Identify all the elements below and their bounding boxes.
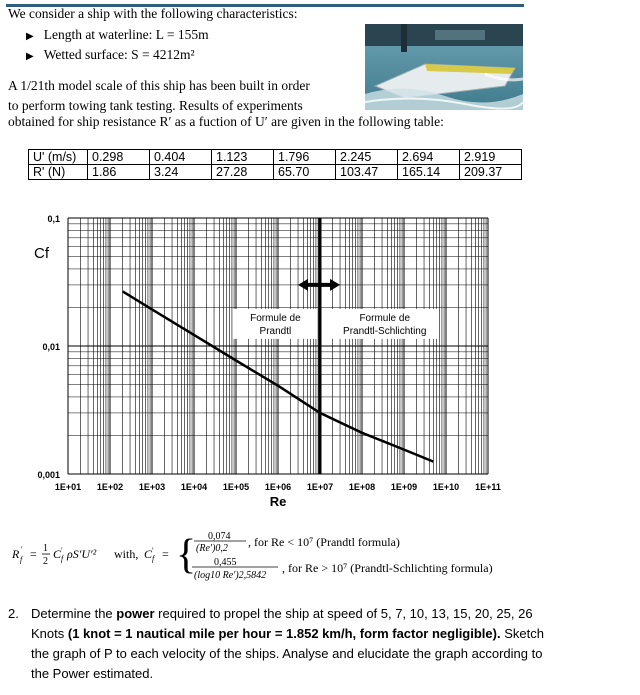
x-tick-label: 1E+08 xyxy=(348,482,376,492)
annotation-label: Prandtl-Schlichting xyxy=(343,325,427,337)
row-label: R' (N) xyxy=(29,165,88,180)
x-tick-label: 1E+11 xyxy=(475,482,501,492)
table-cell: 2.694 xyxy=(398,150,460,165)
table-cell: 1.796 xyxy=(274,150,336,165)
ship-model-photo xyxy=(365,24,523,110)
question-text: Determine the power required to propel the ship at speed of 5, 7, 10, 13, 15, 20, 25, 26 Knots (1 knot = 1 nautical mile per hour = 1.852 km/h, form factor negligible). Sketch the graph of P to each velocity of the ships. Analyse and elucidate the graph according to the Power estimated. xyxy=(31,606,544,681)
bullet-length: ▶ Length at waterline: L = 155m xyxy=(26,27,209,42)
table-row xyxy=(29,150,522,165)
intro-lead: We consider a ship with the following characteristics: xyxy=(8,6,298,21)
x-tick-label: 1E+06 xyxy=(264,482,292,492)
table-cell: 1.123 xyxy=(212,150,274,165)
question-2 xyxy=(8,604,548,684)
y-tick-label: 0,001 xyxy=(37,470,60,480)
svg-text:f: f xyxy=(20,555,23,564)
schlichting-condition: , for Re > 10⁷ (Prandtl-Schlichting formula) xyxy=(282,561,493,575)
x-tick-label: 1E+01 xyxy=(54,482,82,492)
bullet-surface: ▶ Wetted surface: S = 4212m² xyxy=(26,47,195,62)
svg-text:C: C xyxy=(53,547,62,561)
arrow-right-icon xyxy=(330,279,340,291)
bullet-triangle-icon: ▶ xyxy=(26,51,34,62)
svg-text:(Re′)0,2: (Re′)0,2 xyxy=(196,543,228,554)
annotation-label: Prandtl xyxy=(259,325,292,337)
svg-text:(log10 Re′)2,5842: (log10 Re′)2,5842 xyxy=(194,570,267,581)
model-text-line3: obtained for ship resistance R′ as a fuction of U′ are given in the following table: xyxy=(8,114,444,129)
x-tick-label: 1E+02 xyxy=(96,482,124,492)
svg-text:C: C xyxy=(144,547,153,561)
svg-text:′: ′ xyxy=(152,546,154,555)
table-cell: 0.404 xyxy=(150,150,212,165)
svg-text:2: 2 xyxy=(43,556,48,567)
table-cell: 103.47 xyxy=(336,165,398,180)
table-cell: 3.24 xyxy=(150,165,212,180)
schlichting-numerator: 0,455 xyxy=(214,557,237,568)
svg-text:ρS′U′²: ρS′U′² xyxy=(67,547,97,561)
x-tick-label: 1E+04 xyxy=(180,482,208,492)
x-tick-label: 1E+09 xyxy=(390,482,418,492)
x-tick-label: 1E+03 xyxy=(138,482,166,492)
x-tick-label: 1E+05 xyxy=(222,482,250,492)
chart-grid xyxy=(68,218,488,474)
svg-text:′: ′ xyxy=(21,545,23,554)
table-cell: 2.919 xyxy=(460,150,522,165)
annotation-label: Formule de xyxy=(359,312,411,324)
svg-text:=: = xyxy=(30,547,37,561)
svg-text:f: f xyxy=(152,554,155,563)
x-tick-labels xyxy=(55,482,501,492)
bullet-triangle-icon: ▶ xyxy=(26,31,34,42)
annotation-label: Formule de xyxy=(250,312,301,324)
row-label: U' (m/s) xyxy=(29,150,88,165)
prandtl-numerator: 0,074 xyxy=(208,531,231,542)
x-tick-label: 1E+07 xyxy=(306,482,334,492)
x-tick-label: 1E+10 xyxy=(432,482,460,492)
svg-text:{: { xyxy=(176,532,197,578)
table-cell: 1.86 xyxy=(88,165,150,180)
svg-text:R: R xyxy=(12,547,20,561)
model-text-line2: to perform towing tank testing. Results of experiments xyxy=(8,98,303,113)
results-table xyxy=(28,149,522,180)
table-cell: 0.298 xyxy=(88,150,150,165)
x-axis-label: Re xyxy=(269,494,287,509)
svg-text:′: ′ xyxy=(61,546,63,555)
model-text-line1: A 1/21th model scale of this ship has been built in order xyxy=(8,78,310,93)
table-cell: 2.245 xyxy=(336,150,398,165)
cf-re-chart xyxy=(10,206,520,520)
table-cell: 209.37 xyxy=(460,165,522,180)
question-number: 2. xyxy=(8,606,19,621)
cf-formula xyxy=(10,522,530,586)
svg-text:=: = xyxy=(162,547,169,561)
table-cell: 65.70 xyxy=(274,165,336,180)
svg-text:1: 1 xyxy=(43,543,48,554)
table-cell: 165.14 xyxy=(398,165,460,180)
svg-text:with,: with, xyxy=(114,547,139,561)
table-cell: 27.28 xyxy=(212,165,274,180)
table-row xyxy=(29,165,522,180)
y-axis-label: Cf xyxy=(34,245,49,262)
svg-text:f: f xyxy=(61,554,64,563)
y-tick-label: 0,01 xyxy=(42,342,60,352)
y-tick-label: 0,1 xyxy=(47,214,60,224)
prandtl-condition: , for Re < 10⁷ (Prandtl formula) xyxy=(248,535,400,549)
